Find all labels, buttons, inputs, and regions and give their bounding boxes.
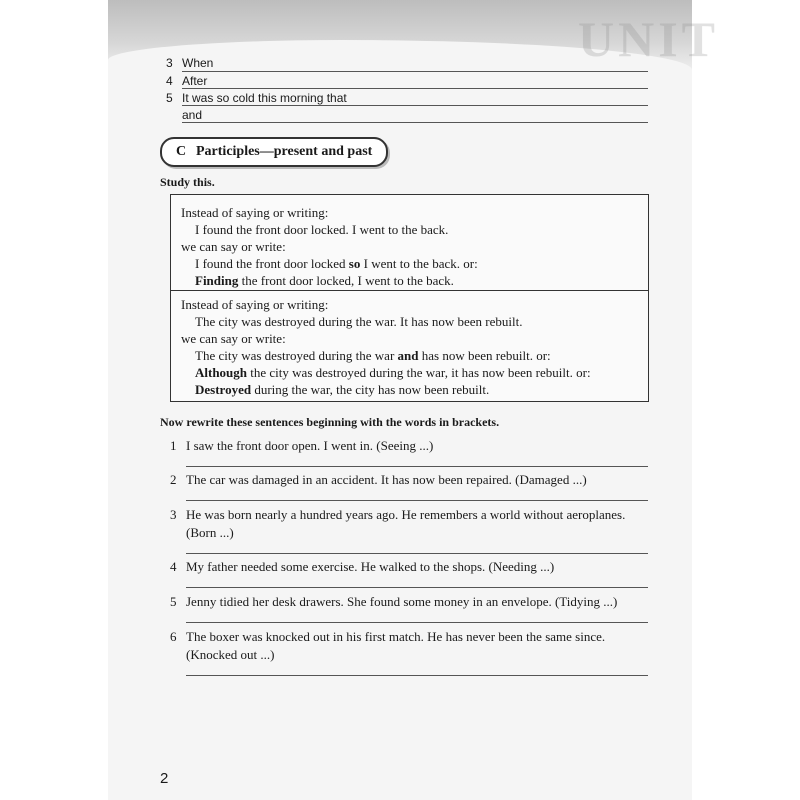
box-line: Instead of saying or writing: [181, 297, 329, 312]
box-line: The city was destroyed during the war and has now been rebuilt. or: [195, 348, 551, 363]
section-heading [160, 137, 388, 167]
study-label: Study this. [160, 175, 215, 189]
answer-line[interactable] [186, 466, 648, 467]
answer-line[interactable] [182, 71, 648, 72]
bleed-through-decoration: UNIT [578, 11, 720, 67]
box-line: I found the front door locked so I went to the back. or: [195, 256, 478, 271]
section-title: Participles—present and past [196, 144, 373, 159]
box-line: we can say or write: [181, 331, 286, 346]
box-line: Instead of saying or writing: [181, 205, 329, 220]
answer-line[interactable] [186, 500, 648, 501]
box-line: Although the city was destroyed during the war, it has now been rebuilt. or: [195, 365, 591, 380]
example-box-1 [170, 194, 649, 292]
box-line: Destroyed during the war, the city has now been rebuilt. [195, 382, 490, 397]
box-line: I found the front door locked. I went to the back. [195, 222, 449, 237]
answer-line[interactable] [186, 587, 648, 588]
answer-line[interactable] [182, 122, 648, 123]
section-letter: C [176, 144, 187, 159]
box-line: Finding the front door locked, I went to the back. [195, 273, 454, 288]
box-line: The city was destroyed during the war. It has now been rebuilt. [195, 314, 523, 329]
page-number: 2 [160, 770, 169, 787]
answer-line[interactable] [182, 88, 648, 89]
answer-line[interactable] [186, 622, 648, 623]
box-line: we can say or write: [181, 239, 286, 254]
answer-line[interactable] [186, 675, 648, 676]
example-box-2 [170, 290, 649, 402]
instruction: Now rewrite these sentences beginning with the words in brackets. [160, 415, 500, 429]
answer-line[interactable] [182, 105, 648, 106]
answer-line[interactable] [186, 553, 648, 554]
